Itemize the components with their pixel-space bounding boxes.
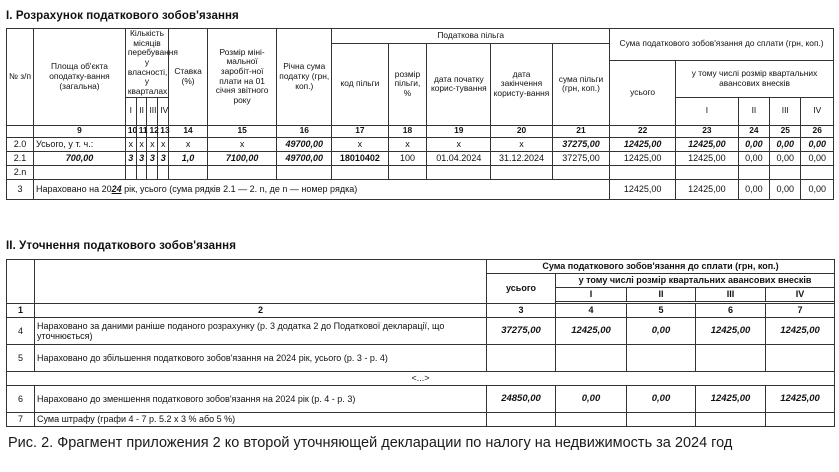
- advance-cell: 0,00: [738, 179, 769, 199]
- start-date-cell: x: [427, 137, 491, 151]
- col-number: 10: [125, 125, 136, 137]
- col-number: 26: [801, 125, 834, 137]
- col-number: 6: [696, 304, 766, 318]
- figure-caption: Рис. 2. Фрагмент приложения 2 ко второй уточняющей декларации по налогу на недвижимость за 2024 год: [8, 435, 733, 451]
- hdr-empty: [7, 260, 35, 304]
- area-cell: 700,00: [34, 151, 126, 165]
- advance-cell: 0,00: [801, 179, 834, 199]
- hdr-total: усього: [487, 274, 556, 304]
- rate-cell: x: [169, 137, 208, 151]
- row-label: Сума штрафу (графи 4 - 7 р. 5.2 х 3 % або 5 %): [35, 413, 487, 427]
- row-no: 2.1: [7, 151, 34, 165]
- col-number: 17: [332, 125, 388, 137]
- start-date-cell: 01.04.2024: [427, 151, 491, 165]
- hdr-q1: I: [125, 97, 136, 125]
- quarter-months: x: [136, 137, 147, 151]
- row-no: 5: [7, 345, 35, 372]
- hdr-q3: III: [147, 97, 158, 125]
- col-number: 19: [427, 125, 491, 137]
- quarter-months: 3: [136, 151, 147, 165]
- col-number: 14: [169, 125, 208, 137]
- quarter-months: 3: [125, 151, 136, 165]
- advance-cell: 12425,00: [696, 318, 766, 345]
- hdr-a4: IV: [801, 97, 834, 125]
- total-cell: 24850,00: [487, 386, 556, 413]
- col-number: 16: [277, 125, 332, 137]
- hdr-row-no: № з/п: [7, 29, 34, 126]
- hdr-benefit-sum: сума пільги (грн, коп.): [552, 44, 609, 126]
- annual-tax-cell: 49700,00: [277, 151, 332, 165]
- hdr-q2: II: [136, 97, 147, 125]
- benefit-sum-cell: 37275,00: [552, 151, 609, 165]
- hdr-tax-sum: Сума податкового зобов'язання до сплати (грн, коп.): [610, 29, 834, 61]
- tax-refinement-table: [6, 259, 835, 427]
- advance-cell: 0,00: [738, 151, 769, 165]
- quarter-months: x: [125, 137, 136, 151]
- hdr-annual-tax: Річна сума податку (грн, коп.): [277, 29, 332, 126]
- ellipsis-row: [7, 372, 835, 386]
- row-no: 3: [7, 179, 34, 199]
- col-number: 20: [491, 125, 553, 137]
- col-number: 1: [7, 304, 35, 318]
- quarter-months: 3: [158, 151, 169, 165]
- col-number: 21: [552, 125, 609, 137]
- benefit-code-cell: 18010402: [332, 151, 388, 165]
- col-number: 18: [388, 125, 427, 137]
- row-no: 7: [7, 413, 35, 427]
- advance-cell: 0,00: [556, 386, 627, 413]
- advance-cell: 0,00: [770, 179, 801, 199]
- end-date-cell: 31.12.2024: [491, 151, 553, 165]
- table-row: [7, 165, 834, 179]
- hdr-empty: [35, 260, 487, 304]
- area-cell: Усього, у т. ч.:: [34, 137, 126, 151]
- section1-title: I. Розрахунок податкового зобов'язання: [6, 10, 239, 22]
- hdr-advance: у тому числі розмір квартальних авансових внесків: [676, 60, 834, 97]
- col-number: 23: [676, 125, 739, 137]
- advance-cell: 12425,00: [766, 386, 835, 413]
- section2-title: II. Уточнення податкового зобов'язання: [6, 240, 237, 252]
- hdr-benefit: Податкова пільга: [332, 29, 610, 44]
- advance-cell: 0,00: [770, 151, 801, 165]
- advance-cell: 0,00: [738, 137, 769, 151]
- row3-label: Нараховано на 2024 рік, усього (сума рядків 2.1 — 2. n, де n — номер рядка): [34, 179, 610, 199]
- hdr-start-date: дата початку корис-тування: [427, 44, 491, 126]
- hdr-a3: III: [770, 97, 801, 125]
- row-no: 2.n: [7, 165, 34, 179]
- quarter-months: 3: [147, 151, 158, 165]
- advance-cell: 0,00: [627, 318, 696, 345]
- benefit-sum-cell: 37275,00: [552, 137, 609, 151]
- advance-cell: 0,00: [770, 137, 801, 151]
- col-number: 13: [158, 125, 169, 137]
- hdr-benefit-pct: розмір пільги, %: [388, 44, 427, 126]
- table-row: [7, 137, 834, 151]
- benefit-code-cell: x: [332, 137, 388, 151]
- advance-cell: 0,00: [801, 137, 834, 151]
- hdr-min-wage: Розмір міні-мальної заробіт-ної плати на 01 січня звітного року: [208, 29, 277, 126]
- hdr-a1: I: [556, 288, 627, 302]
- total-cell: 12425,00: [610, 137, 676, 151]
- col-number: 12: [147, 125, 158, 137]
- benefit-pct-cell: x: [388, 137, 427, 151]
- col-number: 15: [208, 125, 277, 137]
- table-row: [7, 318, 835, 345]
- hdr-a2: II: [627, 288, 696, 302]
- ellipsis: <...>: [7, 372, 835, 386]
- advance-cell: 12425,00: [696, 386, 766, 413]
- hdr-area: Площа об'єкта оподатку-вання (загальна): [34, 29, 126, 126]
- hdr-benefit-code: код пільги: [332, 44, 388, 126]
- rate-cell: 1,0: [169, 151, 208, 165]
- col-number: 2: [35, 304, 487, 318]
- col-number: 22: [610, 125, 676, 137]
- col-number: [7, 125, 34, 137]
- table-row: [7, 413, 835, 427]
- hdr-end-date: дата закінчення користу-вання: [491, 44, 553, 126]
- total-cell: 12425,00: [610, 151, 676, 165]
- min-wage-cell: x: [208, 137, 277, 151]
- col-number: 11: [136, 125, 147, 137]
- table-row: [7, 345, 835, 372]
- advance-cell: 12425,00: [676, 151, 739, 165]
- annual-tax-cell: 49700,00: [277, 137, 332, 151]
- advance-cell: 12425,00: [676, 137, 739, 151]
- col-number: 24: [738, 125, 769, 137]
- advance-cell: 12425,00: [676, 179, 739, 199]
- row-label: Нараховано до збільшення податкового зобов'язання на 2024 рік, усього (р. 3 - р. 4): [35, 345, 487, 372]
- advance-cell: 12425,00: [556, 318, 627, 345]
- min-wage-cell: 7100,00: [208, 151, 277, 165]
- benefit-pct-cell: 100: [388, 151, 427, 165]
- col-number: 3: [487, 304, 556, 318]
- end-date-cell: x: [491, 137, 553, 151]
- row-no: 6: [7, 386, 35, 413]
- total-cell: 37275,00: [487, 318, 556, 345]
- table-row: [7, 386, 835, 413]
- advance-cell: 0,00: [627, 386, 696, 413]
- col-number: 25: [770, 125, 801, 137]
- total-cell: 12425,00: [610, 179, 676, 199]
- advance-cell: 12425,00: [766, 318, 835, 345]
- hdr-a2: II: [738, 97, 769, 125]
- tax-calculation-table: [6, 28, 834, 200]
- hdr-advance: у тому числі розмір квартальних авансових внесків: [556, 274, 835, 288]
- hdr-months: Кількість місяців перебування у власності, у кварталах: [125, 29, 168, 98]
- advance-cell: 0,00: [801, 151, 834, 165]
- hdr-rate: Ставка (%): [169, 29, 208, 126]
- quarter-months: x: [147, 137, 158, 151]
- col-number: 9: [34, 125, 126, 137]
- col-number: 4: [556, 304, 627, 318]
- row-no: 4: [7, 318, 35, 345]
- hdr-q4: IV: [158, 97, 169, 125]
- hdr-a3: III: [696, 288, 766, 302]
- column-number-row: [7, 125, 834, 137]
- row-no: 2.0: [7, 137, 34, 151]
- hdr-a1: I: [676, 97, 739, 125]
- hdr-a4: IV: [766, 288, 835, 302]
- row-label: Нараховано до зменшення податкового зобов'язання на 2024 рік (р. 4 - р. 3): [35, 386, 487, 413]
- col-number: 7: [766, 304, 835, 318]
- column-number-row: [7, 304, 835, 318]
- hdr-total: усього: [610, 60, 676, 125]
- row-label: Нараховано за даними раніше поданого розрахунку (р. 3 додатка 2 до Податкової декларації, що уточнюється): [35, 318, 487, 345]
- quarter-months: x: [158, 137, 169, 151]
- hdr-tax-sum: Сума податкового зобов'язання до сплати (грн, коп.): [487, 260, 835, 274]
- table-row: [7, 179, 834, 199]
- table-row: [7, 151, 834, 165]
- col-number: 5: [627, 304, 696, 318]
